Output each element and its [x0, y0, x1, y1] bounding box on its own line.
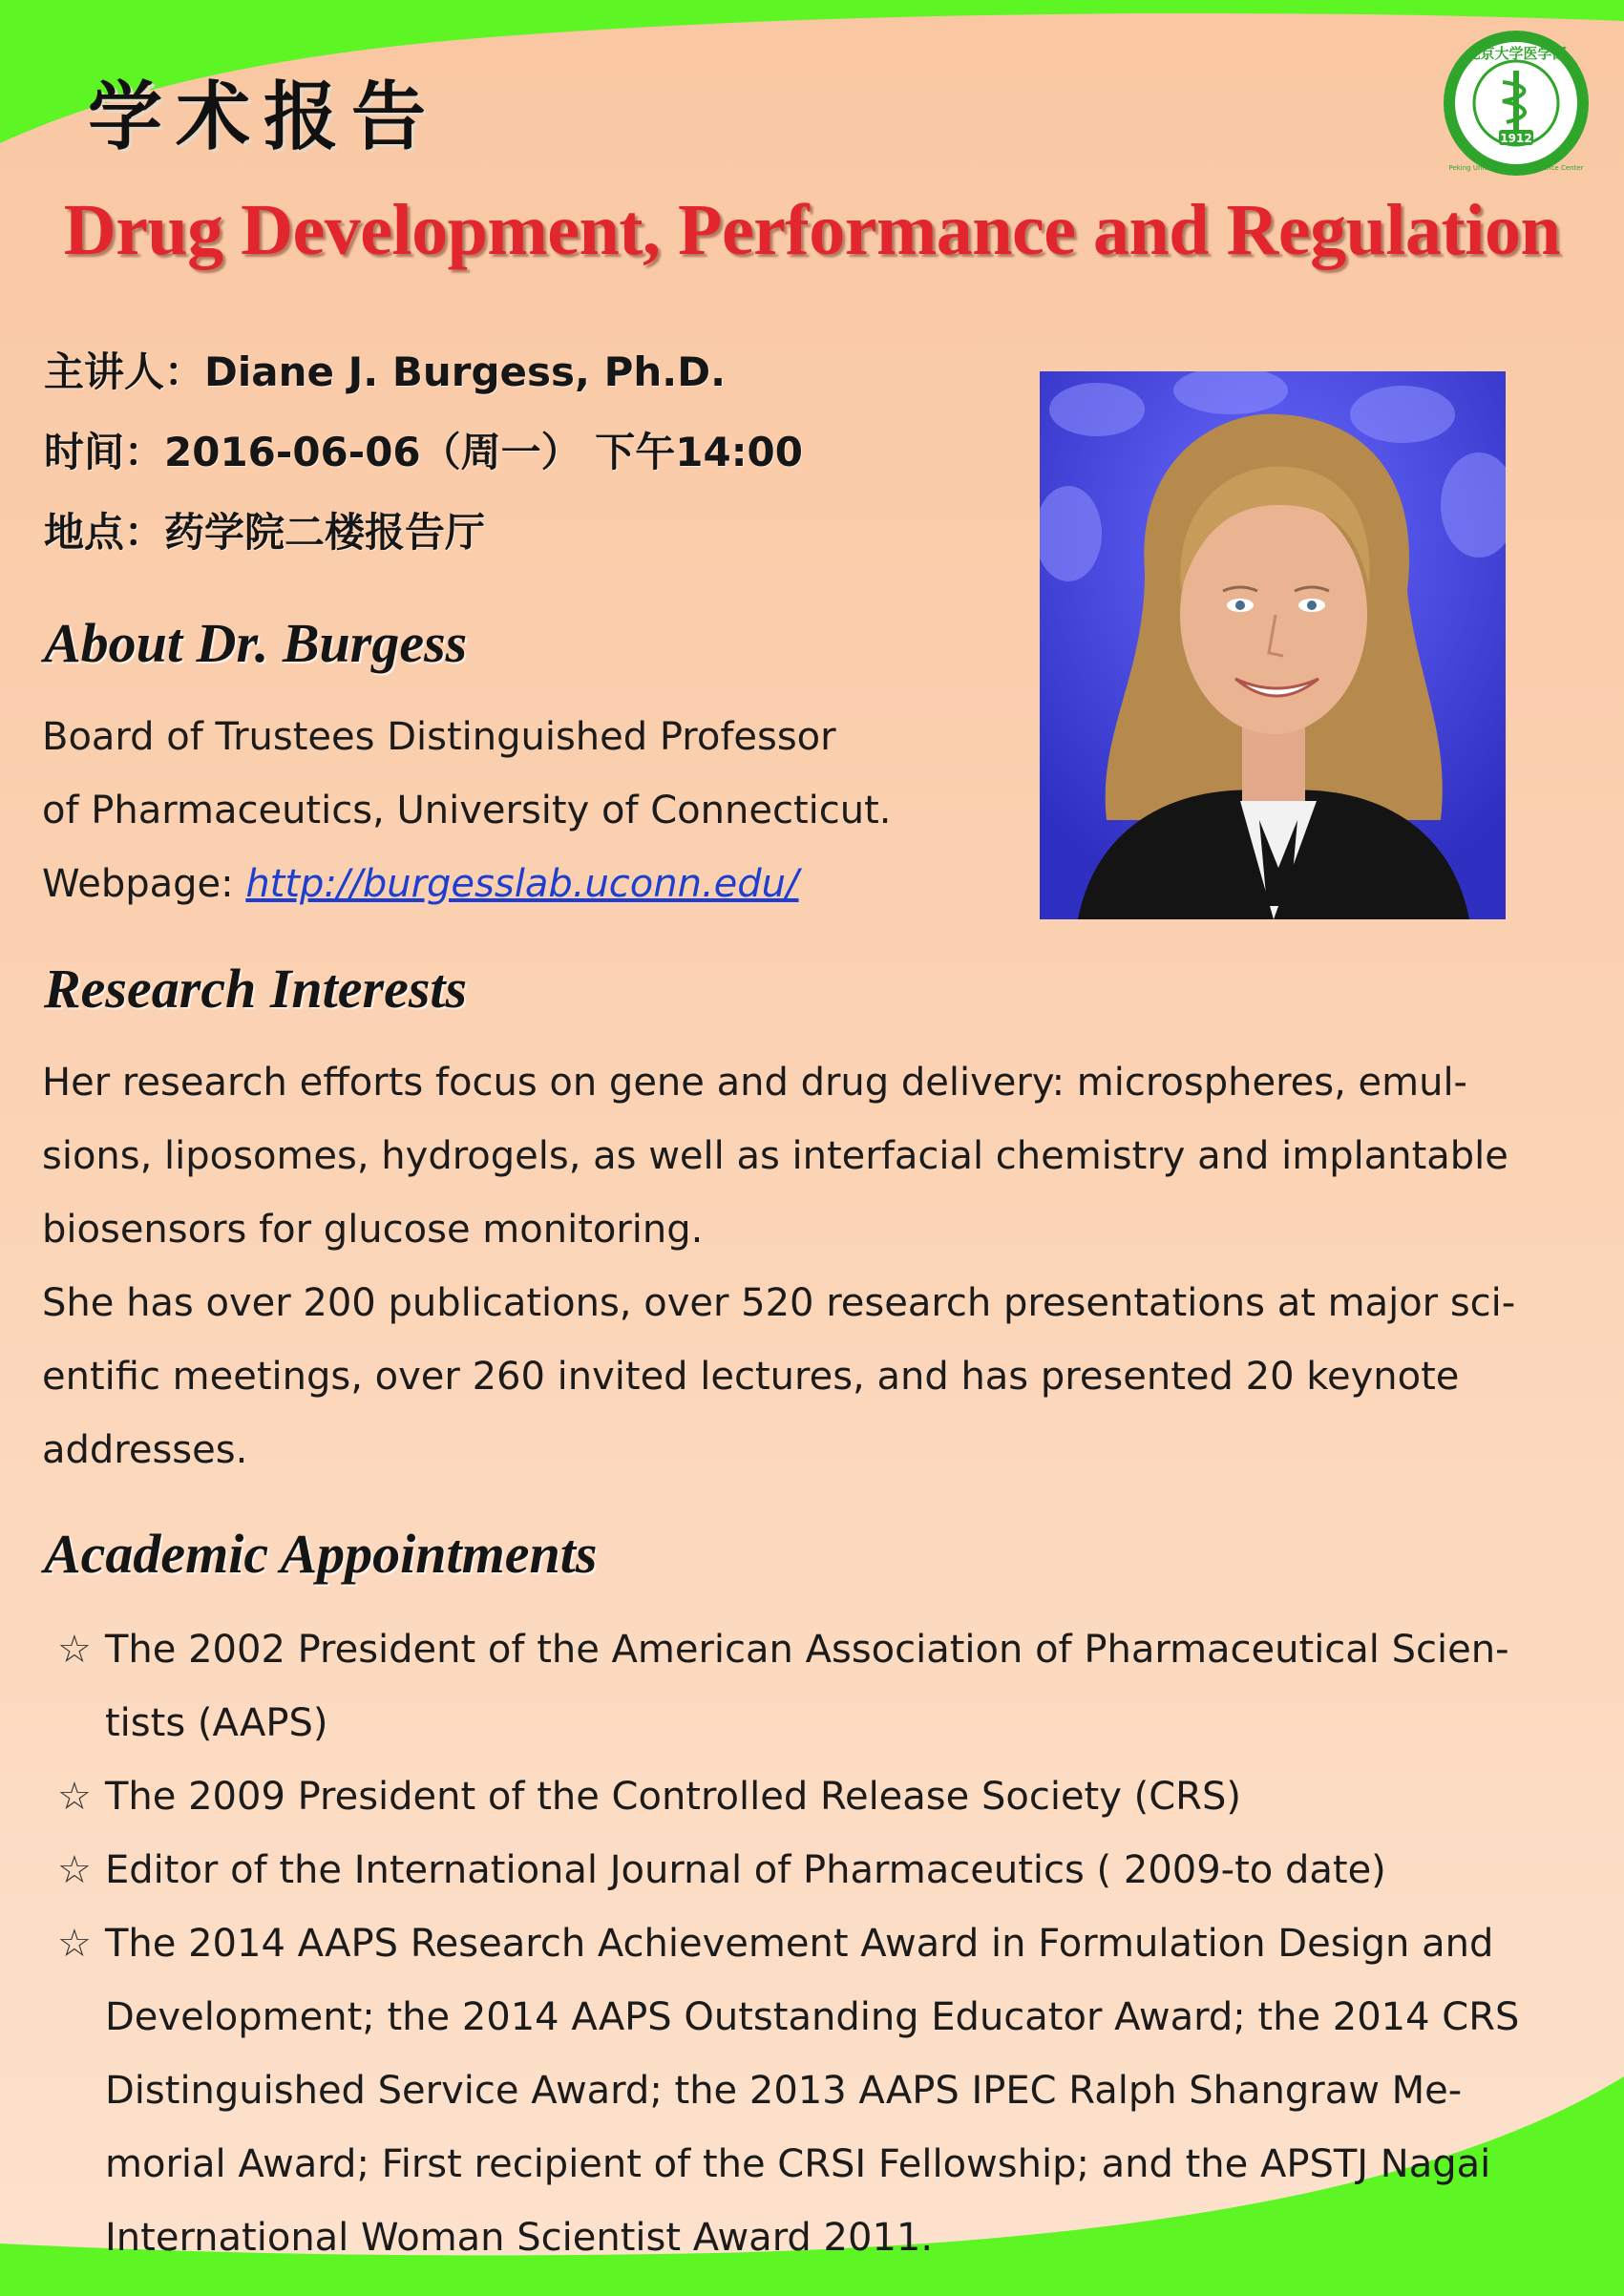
research-line: sions, liposomes, hydrogels, as well as interfacial chemistry and implantable: [42, 1134, 1508, 1178]
list-item-line: The 2009 President of the Controlled Release Society (CRS): [105, 1775, 1241, 1819]
about-heading: About Dr. Burgess: [44, 612, 468, 674]
list-item-line: Editor of the International Journal of Pharmaceutics ( 2009-to date): [105, 1848, 1386, 1892]
event-info: [44, 332, 803, 573]
about-line: Board of Trustees Distinguished Professor: [42, 715, 836, 759]
list-item: [57, 1613, 1519, 1760]
research-line: biosensors for glucose monitoring.: [42, 1208, 704, 1252]
star-icon: ☆: [57, 1922, 92, 1966]
list-item-line: Development; the 2014 AAPS Outstanding Educator Award; the 2014 CRS: [105, 1995, 1520, 2039]
research-text: [42, 1046, 1515, 1487]
appointments-list: [57, 1613, 1519, 2275]
webpage-link[interactable]: http://burgesslab.uconn.edu/: [245, 862, 799, 906]
list-item: [57, 1834, 1519, 1907]
list-item-line: morial Award; First recipient of the CRSI Fellowship; and the APSTJ Nagai: [105, 2142, 1491, 2186]
portrait-illustration: [1040, 371, 1506, 919]
svg-text:北京大学医学部: 北京大学医学部: [1466, 45, 1567, 62]
appointments-heading: Academic Appointments: [44, 1523, 598, 1585]
list-item: [57, 1907, 1519, 2275]
university-logo-icon: [1440, 27, 1592, 179]
speaker-photo: [1040, 371, 1506, 919]
about-text: [42, 701, 892, 921]
research-line: She has over 200 publications, over 520 research presentations at major sci-: [42, 1281, 1516, 1325]
webpage-line: [42, 848, 892, 921]
star-icon: ☆: [57, 1628, 92, 1672]
research-heading: Research Interests: [44, 958, 468, 1020]
list-item: [57, 1760, 1519, 1834]
webpage-label: Webpage:: [42, 862, 246, 906]
header-chinese-title: 学术报告: [88, 74, 440, 160]
star-icon: ☆: [57, 1775, 92, 1819]
list-item-line: The 2014 AAPS Research Achievement Award in Formulation Design and: [105, 1922, 1494, 1966]
location-line: 地点：药学院二楼报告厅: [44, 509, 486, 556]
list-item-line: International Woman Scientist Award 2011.: [105, 2216, 934, 2260]
svg-text:Peking University Health Scien: Peking University Health Science Center: [1448, 164, 1584, 172]
star-icon: ☆: [57, 1848, 92, 1892]
about-line: of Pharmaceutics, University of Connecticut.: [42, 789, 892, 832]
research-line: entific meetings, over 260 invited lectures, and has presented 20 keynote: [42, 1355, 1460, 1399]
list-item-line: Distinguished Service Award; the 2013 AAPS IPEC Ralph Shangraw Me-: [105, 2069, 1463, 2113]
speaker-line: 主讲人：Diane J. Burgess, Ph.D.: [44, 348, 727, 395]
list-item-line: The 2002 President of the American Association of Pharmaceutical Scien-: [105, 1628, 1509, 1672]
research-line: addresses.: [42, 1428, 248, 1472]
svg-text:1912: 1912: [1500, 132, 1532, 145]
list-item-line: tists (AAPS): [105, 1701, 328, 1745]
research-line: Her research efforts focus on gene and drug delivery: microspheres, emul-: [42, 1061, 1467, 1105]
page-title: Drug Development, Performance and Regulation: [63, 190, 1561, 270]
time-line: 时间：2016-06-06（周一） 下午14:00: [44, 429, 803, 475]
